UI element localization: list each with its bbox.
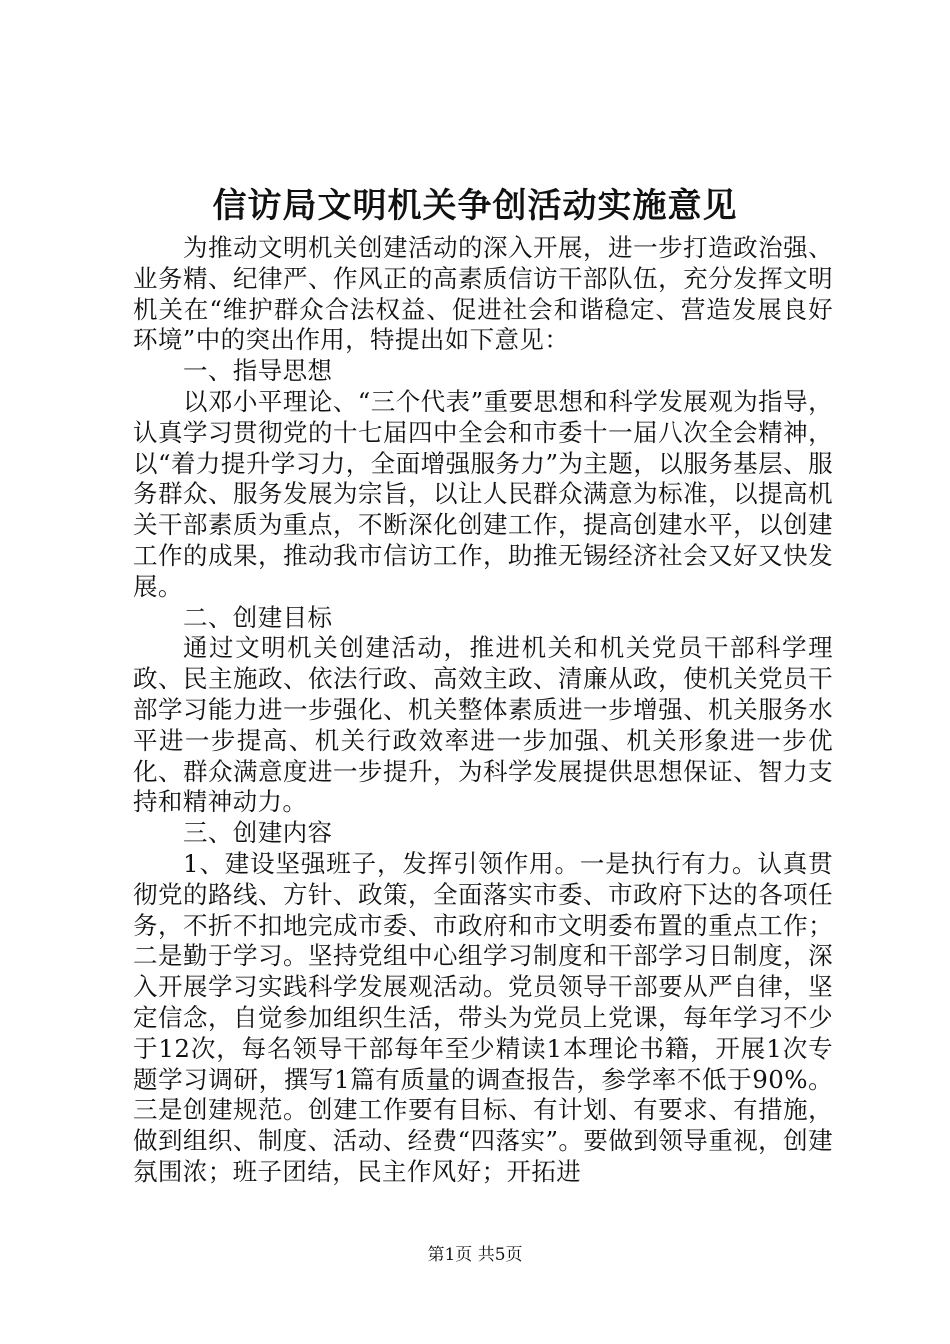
guiding-thought-paragraph: 以邓小平理论、“三个代表”重要思想和科学发展观为指导，认真学习贯彻党的十七届四中全会和市委十一届八次全会精神，以“着力提升学习力，全面增强服务力”为主题，以服务基层、服务群众、服务发展为宗旨，以让人民群众满意为标准，以提高机关干部素质为重点，不断深化创建工作，提高创建水平，以创建工作的成果，推动我市信访工作，助推无锡经济社会又好又快发展。 <box>133 386 833 601</box>
section-heading-goals: 二、创建目标 <box>183 602 333 632</box>
goals-paragraph: 通过文明机关创建活动，推进机关和机关党员干部科学理政、民主施政、依法行政、高效主政、清廉从政，使机关党员干部学习能力进一步强化、机关整体素质进一步增强、机关服务水平进一步提高、机关行政效率进一步加强、机关形象进一步优化、群众满意度进一步提升，为科学发展提供思想保证、智力支持和精神动力。 <box>133 633 833 817</box>
page-footer: 第1页 共5页 <box>427 1245 523 1265</box>
intro-paragraph: 为推动文明机关创建活动的深入开展，进一步打造政治强、业务精、纪律严、作风正的高素质信访干部队伍，充分发挥文明机关在“维护群众合法权益、促进社会和谐稳定、营造发展良好环境”中的突出作用，特提出如下意见： <box>133 233 833 355</box>
section-heading-guiding-thought: 一、指导思想 <box>183 356 333 386</box>
document-title: 信访局文明机关争创活动实施意见 <box>212 186 738 226</box>
content-paragraph-1: 1、建设坚强班子，发挥引领作用。一是执行有力。认真贯彻党的路线、方针、政策，全面落实市委、市政府下达的各项任务，不折不扣地完成市委、市政府和市文明委布置的重点工作；二是勤于学习。坚持党组中心组学习制度和干部学习日制度，深入开展学习实践科学发展观活动。党员领导干部要从严自律，坚定信念，自觉参加组织生活，带头为党员上党课，每年学习不少于12次，每名领导干部每年至少精读1本理论书籍，开展1次专题学习调研，撰写1篇有质量的调查报告，参学率不低于90%。三是创建规范。创建工作要有目标、有计划、有要求、有措施，做到组织、制度、活动、经费“四落实”。要做到领导重视，创建氛围浓；班子团结，民主作风好；开拓进 <box>133 848 833 1186</box>
section-heading-content: 三、创建内容 <box>183 818 333 848</box>
document-body <box>133 233 833 1188</box>
